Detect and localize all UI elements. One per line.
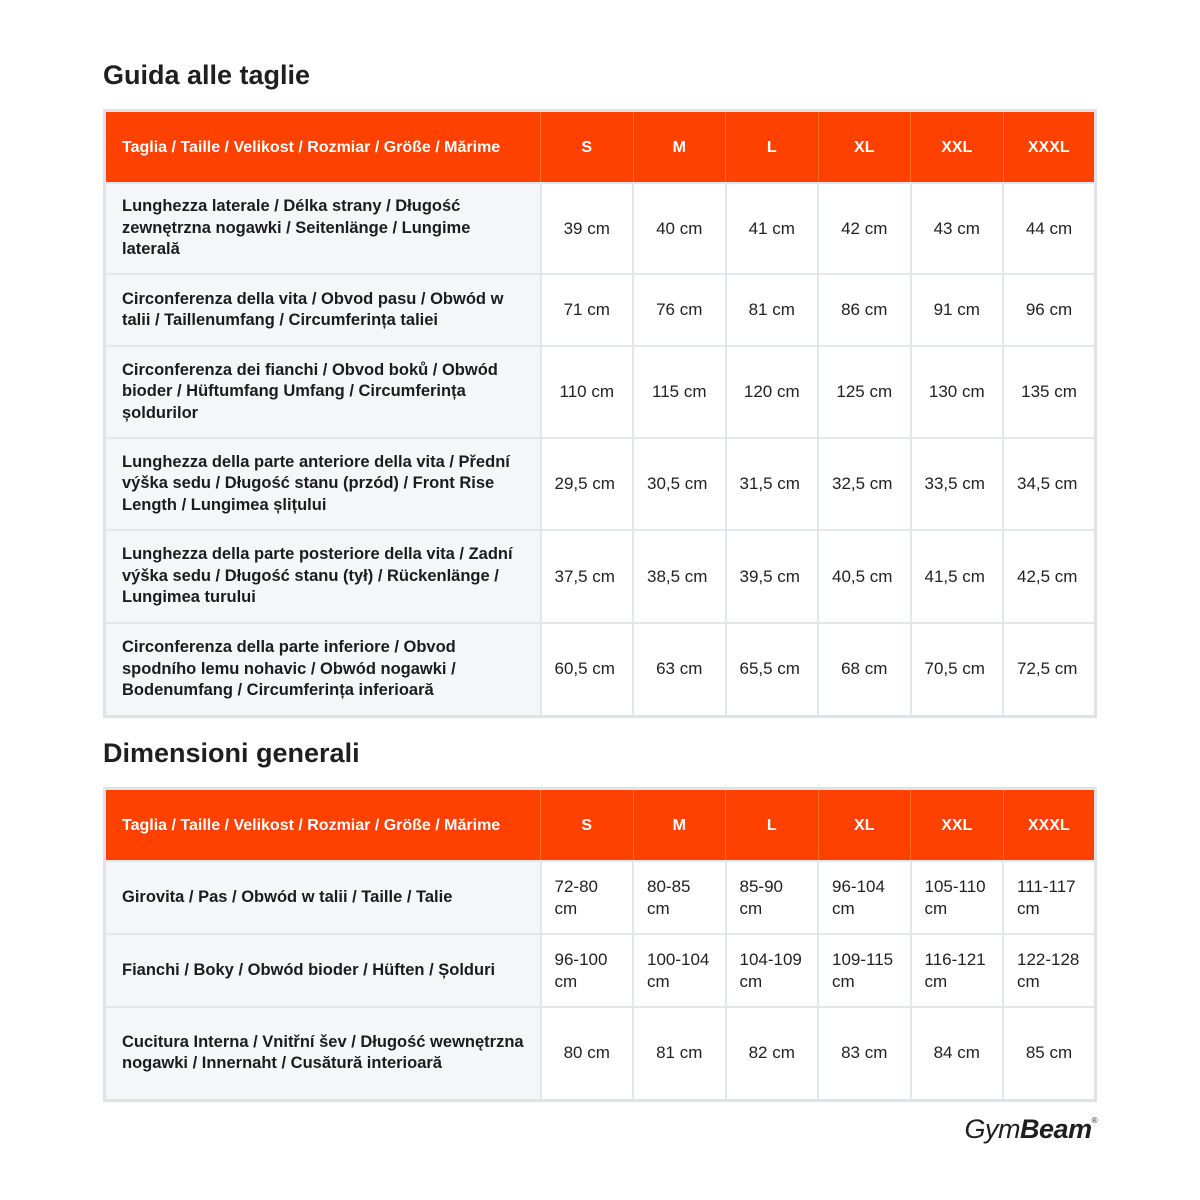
- table-cell: 105-110 cm: [911, 861, 1004, 934]
- table-row: [105, 934, 1096, 1007]
- table-cell: 39 cm: [541, 183, 634, 274]
- table-cell: 96-104 cm: [818, 861, 911, 934]
- table-cell: 125 cm: [818, 346, 911, 438]
- table-cell: 42 cm: [818, 183, 911, 274]
- table-cell: 72-80 cm: [541, 861, 634, 934]
- table-cell: 31,5 cm: [726, 438, 819, 530]
- table-cell: 72,5 cm: [1003, 623, 1096, 716]
- table-cell: 110 cm: [541, 346, 634, 438]
- table-cell: 80 cm: [541, 1007, 634, 1100]
- table-cell: 40,5 cm: [818, 530, 911, 623]
- table-cell: 68 cm: [818, 623, 911, 716]
- table-cell: 43 cm: [911, 183, 1004, 274]
- table-cell: 130 cm: [911, 346, 1004, 438]
- table-row: [105, 438, 1096, 530]
- size-guide-table: [103, 109, 1097, 718]
- table-header-row: [105, 789, 1096, 862]
- table-cell: 109-115 cm: [818, 934, 911, 1007]
- table-cell: 82 cm: [726, 1007, 819, 1100]
- table-cell: 70,5 cm: [911, 623, 1004, 716]
- table-row: [105, 530, 1096, 623]
- size-column-header: Taglia / Taille / Velikost / Rozmiar / Größe / Mărime: [105, 111, 541, 184]
- row-label: Lunghezza della parte anteriore della vita / Přední výška sedu / Długość stanu (przód) / Front Rise Length / Lungimea șlițului: [105, 438, 541, 530]
- size-header-xxxl: XXXL: [1003, 789, 1096, 862]
- table-cell: 115 cm: [633, 346, 726, 438]
- table-cell: 37,5 cm: [541, 530, 634, 623]
- table-cell: 96-100 cm: [541, 934, 634, 1007]
- table-cell: 111-117 cm: [1003, 861, 1096, 934]
- table-cell: 39,5 cm: [726, 530, 819, 623]
- table-cell: 63 cm: [633, 623, 726, 716]
- table-cell: 122-128 cm: [1003, 934, 1096, 1007]
- size-header-xxl: XXL: [911, 789, 1004, 862]
- table-cell: 85 cm: [1003, 1007, 1096, 1100]
- table-cell: 135 cm: [1003, 346, 1096, 438]
- table-cell: 86 cm: [818, 274, 911, 346]
- size-header-s: S: [541, 789, 634, 862]
- table-cell: 41,5 cm: [911, 530, 1004, 623]
- table-cell: 100-104 cm: [633, 934, 726, 1007]
- table-cell: 80-85 cm: [633, 861, 726, 934]
- table-row: [105, 623, 1096, 716]
- table-row: [105, 861, 1096, 934]
- table-cell: 104-109 cm: [726, 934, 819, 1007]
- table-row: [105, 346, 1096, 438]
- table-row: [105, 183, 1096, 274]
- size-header-s: S: [541, 111, 634, 184]
- row-label: Lunghezza della parte posteriore della vita / Zadní výška sedu / Długość stanu (tył) / Rückenlänge / Lungimea turului: [105, 530, 541, 623]
- table-cell: 81 cm: [633, 1007, 726, 1100]
- table-cell: 85-90 cm: [726, 861, 819, 934]
- size-header-xxl: XXL: [911, 111, 1004, 184]
- size-header-l: L: [726, 789, 819, 862]
- gymbeam-logo: [965, 1114, 1097, 1145]
- trademark-symbol: ®: [1091, 1116, 1097, 1125]
- row-label: Girovita / Pas / Obwód w talii / Taille / Talie: [105, 861, 541, 934]
- table-cell: 38,5 cm: [633, 530, 726, 623]
- size-header-m: M: [633, 789, 726, 862]
- logo-text-bold: Beam: [1020, 1114, 1092, 1144]
- table-cell: 76 cm: [633, 274, 726, 346]
- table-cell: 42,5 cm: [1003, 530, 1096, 623]
- table-cell: 65,5 cm: [726, 623, 819, 716]
- table-header-row: [105, 111, 1096, 184]
- table-cell: 116-121 cm: [911, 934, 1004, 1007]
- table-cell: 34,5 cm: [1003, 438, 1096, 530]
- row-label: Circonferenza della vita / Obvod pasu / Obwód w talii / Taillenumfang / Circumferința taliei: [105, 274, 541, 346]
- table-cell: 91 cm: [911, 274, 1004, 346]
- table-cell: 33,5 cm: [911, 438, 1004, 530]
- table-cell: 40 cm: [633, 183, 726, 274]
- general-dimensions-title: Dimensioni generali: [103, 738, 360, 768]
- table-cell: 84 cm: [911, 1007, 1004, 1100]
- table-cell: 96 cm: [1003, 274, 1096, 346]
- row-label: Circonferenza dei fianchi / Obvod boků / Obwód bioder / Hüftumfang Umfang / Circumferința șoldurilor: [105, 346, 541, 438]
- table-row: [105, 274, 1096, 346]
- table-cell: 81 cm: [726, 274, 819, 346]
- table-cell: 71 cm: [541, 274, 634, 346]
- table-cell: 32,5 cm: [818, 438, 911, 530]
- table-cell: 29,5 cm: [541, 438, 634, 530]
- table-cell: 30,5 cm: [633, 438, 726, 530]
- size-header-xl: XL: [818, 789, 911, 862]
- row-label: Fianchi / Boky / Obwód bioder / Hüften / Șolduri: [105, 934, 541, 1007]
- size-header-xl: XL: [818, 111, 911, 184]
- size-header-xxxl: XXXL: [1003, 111, 1096, 184]
- table-cell: 120 cm: [726, 346, 819, 438]
- table-row: [105, 1007, 1096, 1100]
- table-cell: 60,5 cm: [541, 623, 634, 716]
- table-cell: 44 cm: [1003, 183, 1096, 274]
- size-header-m: M: [633, 111, 726, 184]
- row-label: Cucitura Interna / Vnitřní šev / Długość wewnętrzna nogawki / Innernaht / Cusătură interioară: [105, 1007, 541, 1100]
- general-dimensions-table: [103, 787, 1097, 1102]
- table-cell: 83 cm: [818, 1007, 911, 1100]
- table-cell: 41 cm: [726, 183, 819, 274]
- logo-text-light: Gym: [964, 1114, 1021, 1144]
- row-label: Circonferenza della parte inferiore / Obvod spodního lemu nohavic / Obwód nogawki / Bodenumfang / Circumferința inferioară: [105, 623, 541, 716]
- size-guide-title: Guida alle taglie: [103, 60, 311, 90]
- size-column-header: Taglia / Taille / Velikost / Rozmiar / Größe / Mărime: [105, 789, 541, 862]
- row-label: Lunghezza laterale / Délka strany / Długość zewnętrzna nogawki / Seitenlänge / Lungime laterală: [105, 183, 541, 274]
- size-header-l: L: [726, 111, 819, 184]
